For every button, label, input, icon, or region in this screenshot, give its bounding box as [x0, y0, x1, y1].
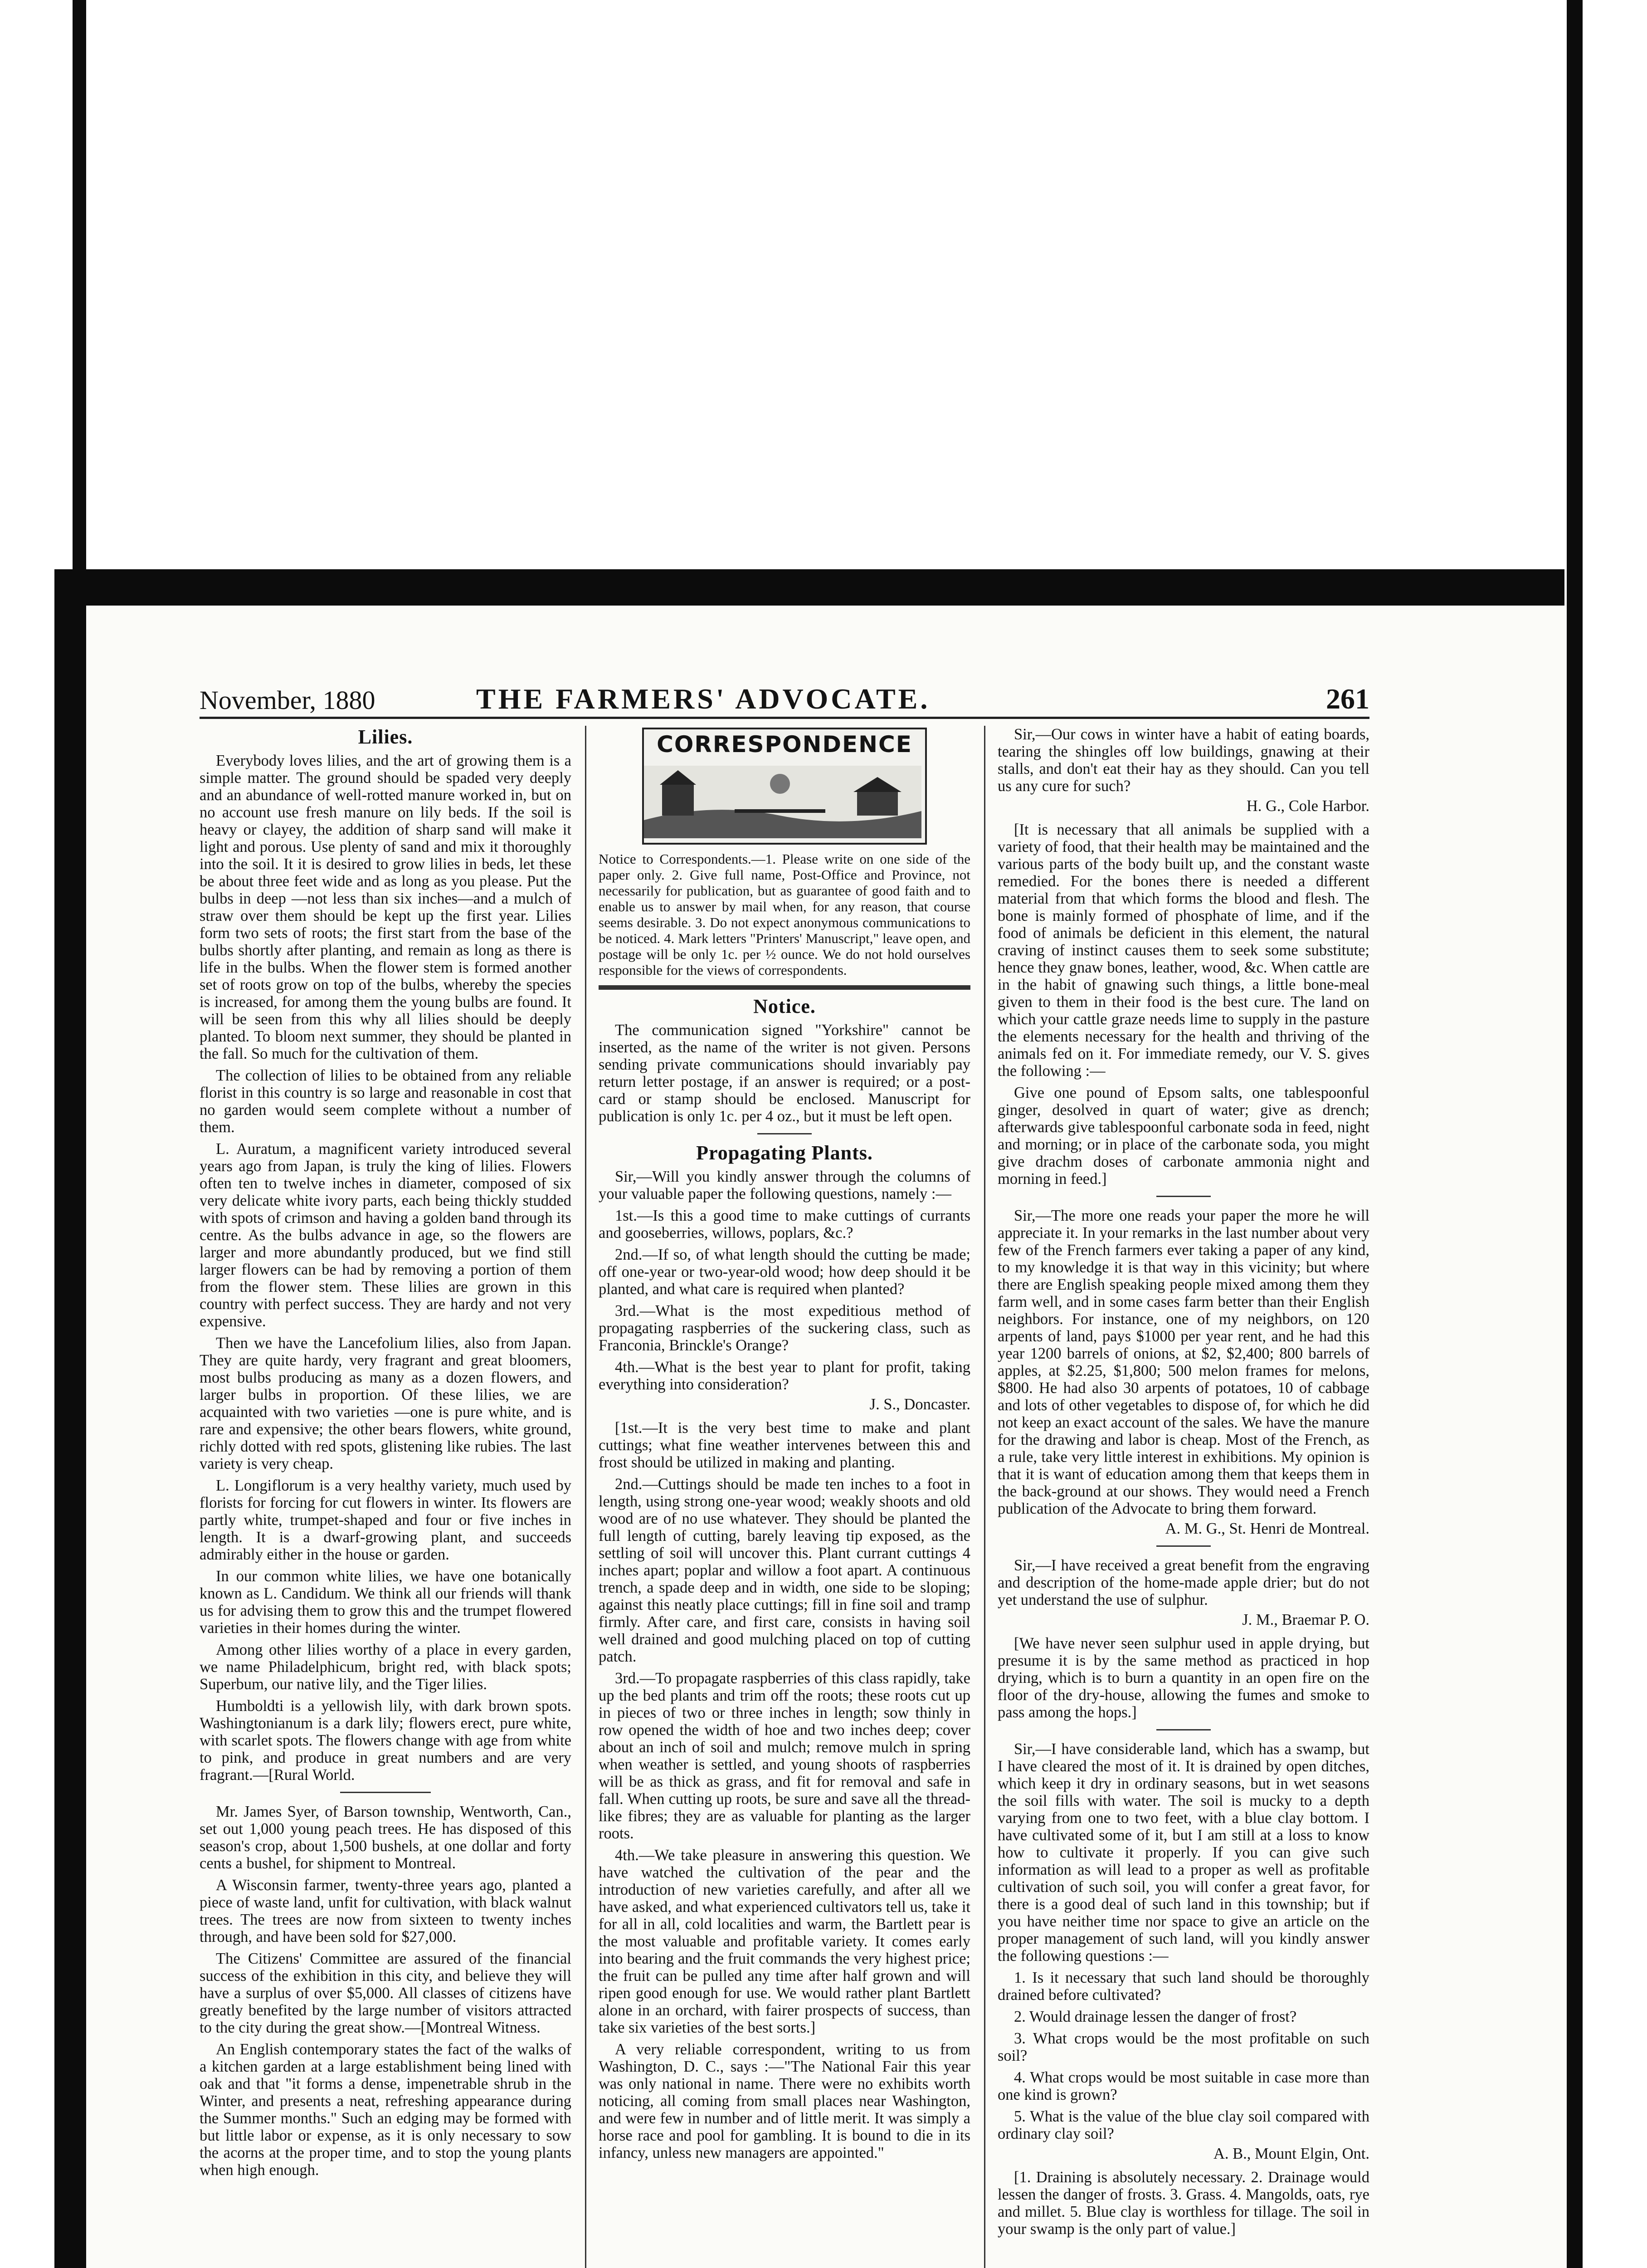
letter-signature: J. S., Doncaster.	[869, 1396, 970, 1413]
banner-title: CORRESPONDENCE	[657, 731, 912, 758]
column-2	[599, 726, 970, 2166]
letter-paragraph: Sir,—Will you kindly answer through the columns of your valuable paper the following questions, namely :—	[599, 1168, 970, 1202]
separator	[757, 1133, 812, 1134]
reply-paragraph: 3rd.—To propagate raspberries of this class rapidly, take up the bed plants and trim off the roots; these roots cut up in pieces of two or three inches in length; sow thinly in row opened the width of hoe and two inches deep; cover about an inch of soil and mulch; remove mulch in spring when weather is settled, and young shoots of raspberries will be as thick as grass, and fit for removal and safe in fall. When cutting up roots, be sure and save all the thread-like fibres; they are as valuable for planting as the larger roots.	[599, 1670, 970, 1842]
divider	[599, 985, 970, 990]
paragraph: Everybody loves lilies, and the art of growing them is a simple matter. The ground should be spaded very deeply and an abundance of well-rotted manure worked in, but on no account use fresh manure on lily beds. If the soil is heavy or clayey, the addition of sharp sand will make it light and porous. Use plenty of sand and mix it thoroughly into the soil. It it is desired to grow lilies in beds, let these be about three feet wide and as long as you please. Put the bulbs in deep —not less than six inches—and a mulch of straw over them should be kept up the first year. Lilies form two sets of roots; the first start from the base of the bulbs shortly after planting, and remain as long as there is life in the bulbs. When the flower stem is formed another set of roots grow on top of the bulbs, whereby the species is increased, for among them the young bulbs are found. It will be seen from this why all lilies should be deeply planted. To bloom next summer, they should be planted in the fall. So much for the cultivation of them.	[200, 752, 571, 1062]
question: 5. What is the value of the blue clay soil compared with ordinary clay soil?	[998, 2108, 1369, 2142]
reply-apple-drier: [We have never seen sulphur used in apple drying, but presume it is by the same method as practiced in hop drying, which is to burn a quantity in an open fire on the floor of the dry-house, allowing the fumes and smoke to pass among the hops.]	[998, 1635, 1369, 1721]
letter-paragraph: 2nd.—If so, of what length should the cutting be made; off one-year or two-year-old wood; how deep should it be planted, and what care is required when planted?	[599, 1246, 970, 1298]
paragraph: The collection of lilies to be obtained from any reliable florist in this country is so large and reasonable in cost that no garden would seem complete without a number of them.	[200, 1067, 571, 1136]
column-rule	[585, 726, 586, 2268]
page-content	[200, 680, 1369, 2268]
letter-paragraph: 1st.—Is this a good time to make cuttings of currants and gooseberries, willows, poplars, &c.?	[599, 1207, 970, 1242]
column-rule	[984, 726, 985, 2268]
news-item: A Wisconsin farmer, twenty-three years ago, planted a piece of waste land, unfit for cultivation, with black walnut trees. The trees are now from sixteen to twenty inches through, and have been sold for $27,000.	[200, 1877, 571, 1945]
notice-heading: Notice.	[753, 995, 816, 1017]
reply-swamp-land: [1. Draining is absolutely necessary. 2. Drainage would lessen the danger of frosts. 3. Grass. 4. Mangolds, oats, rye and millet. 5. Blue clay is worthless for tillage. The soil in your swamp is the only part of value.]	[998, 2169, 1369, 2238]
letter-signature: A. B., Mount Elgin, Ont.	[1213, 2145, 1369, 2162]
farm-scene-illustration	[644, 766, 921, 838]
question: 2. Would drainage lessen the danger of frost?	[1014, 2008, 1297, 2025]
letter-french-farmers: Sir,—The more one reads your paper the more he will appreciate it. In your remarks in the last number about very few of the French farmers ever taking a paper of any kind, to my knowledge it is that way in this vicinity; but where there are English speaking people mixed among them they farm well, and in some cases farm better than their English neighbors. For instance, one of my neighbors, on 120 arpents of land, pays $1000 per year rent, and he had this year 1200 barrels of onions, at $2, $2,400; 800 barrels of apples, at $2.25, $1,800; 500 melon frames for melons, $800. He had also 30 arpents of potatoes, 10 of cabbage and lots of other vegetables to dispose of, for which he did not keep an exact account of the sales. We have the manure for the drawing and labor is cheap. Most of the French, as a rule, take very little interest in exhibitions. My opinion is that it is want of education among them that keeps them in the back-ground at our shows. They would need a French publication of the Advocate to bring them forward.	[998, 1207, 1369, 1517]
paragraph: In our common white lilies, we have one botanically known as L. Candidum. We think all our friends will thank us for advising them to grow this and the trumpet flowered varieties in their homes during the winter.	[200, 1568, 571, 1637]
page-number: 261	[1326, 683, 1369, 715]
article-heading-lilies: Lilies.	[358, 726, 413, 748]
notice-to-correspondents: Notice to Correspondents.—1. Please write on one side of the paper only. 2. Give full name, Post-Office and Province, not necessarily for publication, but as guarantee of good faith and to enable us to answer by mail when, for any reason, that course seems desirable. 3. Do not expect anonymous communications to be noticed. 4. Mark letters "Printers' Manuscript," leave open, and postage will be only 1c. per ½ ounce. We do not hold ourselves responsible for the views of correspondents.	[599, 851, 970, 978]
question: 1. Is it necessary that such land should be thoroughly drained before cultivated?	[998, 1969, 1369, 2004]
paragraph: L. Auratum, a magnificent variety introduced several years ago from Japan, is truly the king of lilies. Flowers often ten to twelve inches in diameter, composed of six very delicate white ivory parts, each being thickly studded with spots of crimson and having a golden band through its centre. As the bulbs advance in age, so the flowers are larger and more abundantly produced, but we find still larger flowers can be had by removing a portion of them from the flower stem. These lilies are grown in this country with perfect success. They are hardy and not very expensive.	[200, 1140, 571, 1330]
news-item: The Citizens' Committee are assured of the financial success of the exhibition in this city, and believe they will have a surplus of over $5,000. All classes of citizens have greatly benefited by the large number of visitors attracted to the city during the great show.—[Montreal Witness.	[200, 1950, 571, 2036]
running-head	[200, 680, 1369, 719]
letter-apple-drier: Sir,—I have received a great benefit from the engraving and description of the home-made apple drier; but do not yet understand the use of sulphur.	[998, 1557, 1369, 1608]
correspondence-banner	[642, 728, 927, 845]
letter-signature: J. M., Braemar P. O.	[1242, 1611, 1369, 1628]
article-heading-propagating-plants: Propagating Plants.	[696, 1142, 873, 1164]
letter-swamp-land: Sir,—I have considerable land, which has a swamp, but I have cleared the most of it. It is drained by open ditches, which keep it dry in ordinary seasons, but in wet seasons the soil fills with water. The soil is mucky to a depth varying from one to two feet, with a blue clay bottom. I have cultivated some of it, but I am still at a loss to know how to cultivate it properly. If you can give such information as will lead to a proper as well as profitable cultivation of such soil, you will confer a great favor, for there is a good deal of such land in this township; but if you have neither time nor space to give an article on the proper management of such land, will you kindly answer the following questions :—	[998, 1740, 1369, 1965]
paragraph: Among other lilies worthy of a place in every garden, we name Philadelphicum, bright red, with black spots; Superbum, our native lily, and the Tiger lilies.	[200, 1641, 571, 1693]
question: 3. What crops would be the most profitable on such soil?	[998, 2030, 1369, 2064]
publication-title: THE FARMERS' ADVOCATE.	[476, 683, 931, 715]
separator	[1156, 1545, 1211, 1547]
reply-cows: [It is necessary that all animals be supplied with a variety of food, that their health may be maintained and the various parts of the body built up, and the constant waste remedied. For the bones there is needed a different material from that which forms the blood and flesh. The bone is mainly formed of phosphate of lime, and if the food of animals be deficient in this element, the natural craving of instinct causes them to seek some substitute; hence they gnaw bones, leather, wood, &c. When cattle are in the habit of gnawing such things, a little bone-meal given to them in their food is the best cure. The land on which your cattle graze needs lime to supply in the pasture the elements necessary for the health and thriving of the animals fed on it. For immediate remedy, our V. S. gives the following :—	[998, 821, 1369, 1080]
reply-paragraph: 2nd.—Cuttings should be made ten inches to a foot in length, using strong one-year wood; weakly shoots and old wood are of no use whatever. They should be planted the full length of cutting, barely leaving tip exposed, as the settling of soil will uncover this. Plant currant cuttings 4 inches apart; poplar and willow a foot apart. A continuous trench, a spade deep and in width, one side to be sloping; against this neatly place cuttings; fill in fine soil and tramp firmly. After care, and first care, consists in having soil well drained and good mulching placed on top of cutting patch.	[599, 1476, 970, 1665]
paragraph: Then we have the Lancefolium lilies, also from Japan. They are quite hardy, very fragrant and great bloomers, most bulbs producing as many as a dozen flowers, and larger bulbs in proportion. Of these lilies, we are acquainted with two varieties —one is pure white, and is rare and expensive; the other bears flowers, white ground, richly dotted with red spots, glistening like rubies. The last variety is very cheap.	[200, 1334, 571, 1472]
paragraph: L. Longiflorum is a very healthy variety, much used by florists for forcing for cut flowers in winter. Its flowers are partly white, trumpet-shaped and four or five inches in length. It is a dwarf-growing plant, and succeeds admirably either in the house or garden.	[200, 1477, 571, 1563]
reply-paragraph: [1st.—It is the very best time to make and plant cuttings; what fine weather intervenes between this and frost should be utilized in making and planting.	[599, 1419, 970, 1471]
scan-edge-inner-left	[54, 569, 82, 2268]
letter-signature: A. M. G., St. Henri de Montreal.	[1165, 1520, 1369, 1537]
separator	[1156, 1196, 1211, 1197]
issue-date: November, 1880	[200, 685, 375, 715]
reply-paragraph: A very reliable correspondent, writing to us from Washington, D. C., says :—"The National Fair this year was only national in name. There were no exhibits worth noticing, all coming from small places near Washington, and were few in number and of little merit. It was simply a horse race and pool for gambling. It is bound to die in its infancy, unless new managers are appointed."	[599, 2041, 970, 2161]
column-1	[200, 726, 571, 2183]
news-item: Mr. James Syer, of Barson township, Wentworth, Can., set out 1,000 young peach trees. He has disposed of this season's crop, about 1,500 bushels, at one dollar and forty cents a bushel, for shipment to Montreal.	[200, 1803, 571, 1872]
letter-paragraph: 3rd.—What is the most expeditious method of propagating raspberries of the suckering class, such as Franconia, Brinckle's Orange?	[599, 1302, 970, 1354]
letter-paragraph: 4th.—What is the best year to plant for profit, taking everything into consideration?	[599, 1359, 970, 1393]
separator	[340, 1792, 431, 1793]
column-3	[998, 726, 1369, 2242]
letter-cows: Sir,—Our cows in winter have a habit of eating boards, tearing the shingles off low buildings, gnawing at their stalls, and don't eat their hay as they should. Can you tell us any cure for such?	[998, 726, 1369, 795]
news-item: An English contemporary states the fact of the walks of a kitchen garden at a large establishment being lined with oak and that "it forms a dense, impenetrable shrub in the Winter, and presents a neat, refreshing appearance during the Summer months." Such an edging may be formed with but little labor or expense, as it is only necessary to sow the acorns at the proper time, and to stop the young plants when high enough.	[200, 2041, 571, 2179]
reply-cows-remedy: Give one pound of Epsom salts, one tablespoonful ginger, desolved in quart of water; give as drench; afterwards give tablespoonful carbonate soda in feed, night and morning; or in place of the carbonate soda, you might give drachm doses of carbonate ammonia night and morning in feed.]	[998, 1084, 1369, 1188]
question: 4. What crops would be most suitable in case more than one kind is grown?	[998, 2069, 1369, 2103]
notice-text: The communication signed "Yorkshire" cannot be inserted, as the name of the writer is not given. Persons sending private communications should invariably pay return letter postage, if an answer is required; or a post-card or stamp should be enclosed. Manuscript for publication is only 1c. per 4 oz., but it must be left open.	[599, 1022, 970, 1125]
scan-edge-right	[1567, 0, 1583, 2268]
separator	[1156, 1729, 1211, 1730]
reply-paragraph: 4th.—We take pleasure in answering this question. We have watched the cultivation of the pear and the introduction of new varieties carefully, and after all we have asked, and what experienced cultivators tell us, take it for all in all, cold localities and warm, the Bartlett pear is the most valuable and profitable variety. It comes early into bearing and the fruit commands the very highest price; the fruit can be pulled any time after half grown and will ripen good enough for use. We would rather plant Bartlett alone in an orchard, with fairer prospects of success, than take six varieties of the best sorts.]	[599, 1847, 970, 2036]
paragraph: Humboldti is a yellowish lily, with dark brown spots. Washingtonianum is a dark lily; flowers erect, pure white, with scarlet spots. The flowers change with age from white to pink, and produce in great numbers and are very fragrant.—[Rural World.	[200, 1697, 571, 1784]
letter-signature: H. G., Cole Harbor.	[1246, 797, 1369, 815]
